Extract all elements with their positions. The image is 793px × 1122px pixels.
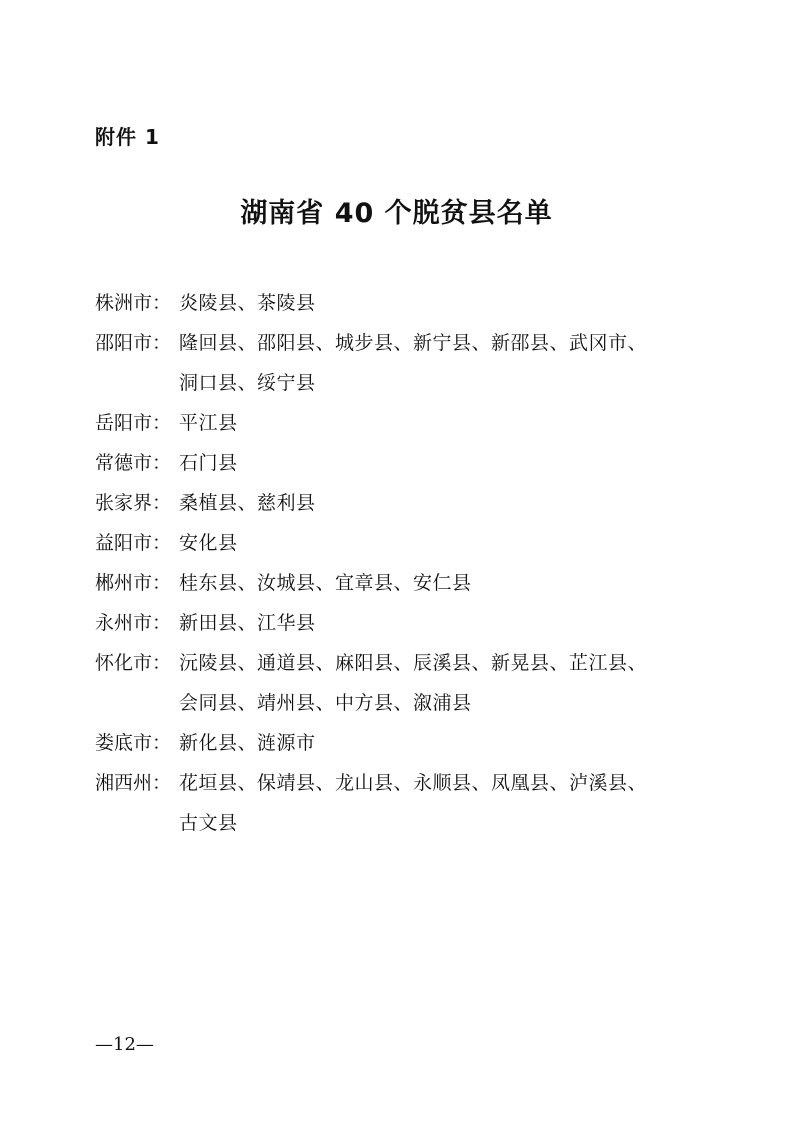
list-entry: [95, 763, 695, 843]
city-name: 张家界：: [95, 492, 172, 514]
list-entry: [95, 283, 695, 323]
list-entry: [95, 563, 695, 603]
county-line: 桂东县、汝城县、宜章县、安仁县: [179, 572, 472, 594]
list-entry: [95, 523, 695, 563]
county-line: 新田县、江华县: [179, 612, 316, 634]
list-entry: [95, 603, 695, 643]
county-line: 花垣县、保靖县、龙山县、永顺县、凤凰县、泸溪县、: [179, 772, 648, 794]
county-names: [179, 283, 695, 323]
county-names: [179, 483, 695, 523]
list-entry: [95, 723, 695, 763]
county-names: [179, 603, 695, 643]
county-names: [179, 403, 695, 443]
county-line: 隆回县、邵阳县、城步县、新宁县、新邵县、武冈市、: [179, 332, 648, 354]
county-line: 新化县、涟源市: [179, 732, 316, 754]
city-name: 娄底市：: [95, 732, 172, 754]
county-line: 石门县: [179, 452, 238, 474]
list-entry: [95, 443, 695, 483]
city-name: 岳阳市：: [95, 412, 172, 434]
list-entry: [95, 403, 695, 443]
list-entry: [95, 643, 695, 723]
county-names: [179, 523, 695, 563]
city-name: 郴州市：: [95, 572, 172, 594]
city-name: 永州市：: [95, 612, 172, 634]
county-names: [179, 723, 695, 763]
county-line: 平江县: [179, 412, 238, 434]
document-title: 湖南省 40 个脱贫县名单: [240, 198, 553, 229]
attachment-label: 附件 1: [95, 125, 160, 149]
city-name: 株洲市：: [95, 292, 172, 314]
county-line: 古文县: [179, 812, 238, 834]
county-list: [95, 283, 695, 843]
county-names: [179, 763, 695, 843]
county-line: 炎陵县、茶陵县: [179, 292, 316, 314]
city-name: 常德市：: [95, 452, 172, 474]
county-names: [179, 323, 695, 403]
county-names: [179, 643, 695, 723]
county-line: 桑植县、慈利县: [179, 492, 316, 514]
page-number: —12—: [95, 1034, 154, 1055]
city-name: 益阳市：: [95, 532, 172, 554]
county-names: [179, 563, 695, 603]
county-line: 安化县: [179, 532, 238, 554]
county-line: 沅陵县、通道县、麻阳县、辰溪县、新晃县、芷江县、: [179, 652, 648, 674]
county-line: 会同县、靖州县、中方县、溆浦县: [179, 692, 472, 714]
city-name: 邵阳市：: [95, 332, 172, 354]
county-line: 洞口县、绥宁县: [179, 372, 316, 394]
city-name: 怀化市：: [95, 652, 172, 674]
list-entry: [95, 323, 695, 403]
list-entry: [95, 483, 695, 523]
city-name: 湘西州：: [95, 772, 172, 794]
county-names: [179, 443, 695, 483]
